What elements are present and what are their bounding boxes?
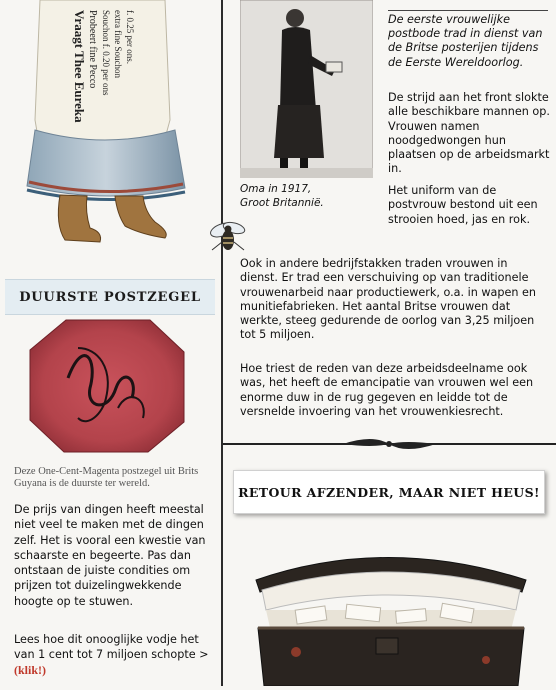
retour-afzender-banner	[233, 470, 545, 514]
intro-italic-text: De eerste vrouwelijke postbode trad in dienst van de Britse posterijen tijdens de Eerste Wereldoorlog.	[388, 10, 548, 70]
left-paragraph-1: De prijs van dingen heeft meestal niet veel te maken met de dingen zelf. Het is vooral een kwestie van schaarste en begeerte. Pas dan ontstaan de juiste condities om prijzen tot duizelingwekkende hoogte op te stuwen.	[14, 503, 206, 608]
tea-label-line4: extra fine Souchon	[113, 10, 123, 78]
right-paragraph-4: Hoe triest de reden van deze arbeidsdeelname ook was, het heeft de emancipatie van vrouwen wel een enorme duw in de rug gegeven en leidde tot de versnelde invoering van het vrouwenkiesrecht.	[240, 362, 534, 418]
section-heading: DUURSTE POSTZEGEL	[19, 289, 201, 305]
stamp-caption: Deze One-Cent-Magenta postzegel uit Brits Guyana is de duurste ter wereld.	[14, 466, 199, 489]
left-paragraph-2	[14, 632, 216, 678]
mail-chest-image	[236, 540, 546, 686]
photo-caption	[240, 183, 380, 210]
tea-label-line3: Souchon f. 0.20 per ons	[101, 10, 111, 96]
tea-label-line5: f. 0.25 per ons.	[125, 10, 135, 64]
photo-caption-line2: Groot Britannië.	[240, 196, 324, 209]
one-cent-magenta-stamp-image	[28, 318, 186, 454]
oma-1917-photo	[240, 0, 373, 178]
left-paragraph-2-text: Lees hoe dit onooglijke vodje het van 1 cent tot 7 miljoen schopte >	[14, 633, 209, 662]
tea-package-illustration	[5, 0, 210, 250]
ornament-divider	[223, 436, 556, 452]
bee-icon	[204, 216, 252, 256]
tea-label-line2: Probeert fine Pecco	[87, 10, 98, 89]
right-paragraph-2: Het uniform van de postvrouw bestond uit een strooien hoed, jas en rok.	[388, 184, 538, 226]
photo-caption-line1: Oma in 1917,	[240, 183, 312, 195]
section-heading-box	[5, 279, 215, 315]
tea-label-line1: Vraagt Thee Eureka	[72, 10, 87, 123]
klik-link[interactable]: (klik!)	[14, 662, 47, 677]
banner-title: RETOUR AFZENDER, MAAR NIET HEUS!	[238, 484, 540, 500]
right-paragraph-1: De strijd aan het front slokte alle beschikbare mannen op. Vrouwen namen noodgedwongen hun plaatsen op de arbeidsmarkt in.	[388, 91, 550, 176]
right-paragraph-3: Ook in andere bedrijfstakken traden vrouwen in dienst. Er trad een verschuiving op van traditionele vrouwenarbeid naar productiewerk, o.a. in wapen en munitiefabrieken. Het aantal Britse vrouwen dat werkte, steeg gedurende de oorlog van 3,25 miljoen tot 5 miljoen.	[240, 257, 536, 342]
